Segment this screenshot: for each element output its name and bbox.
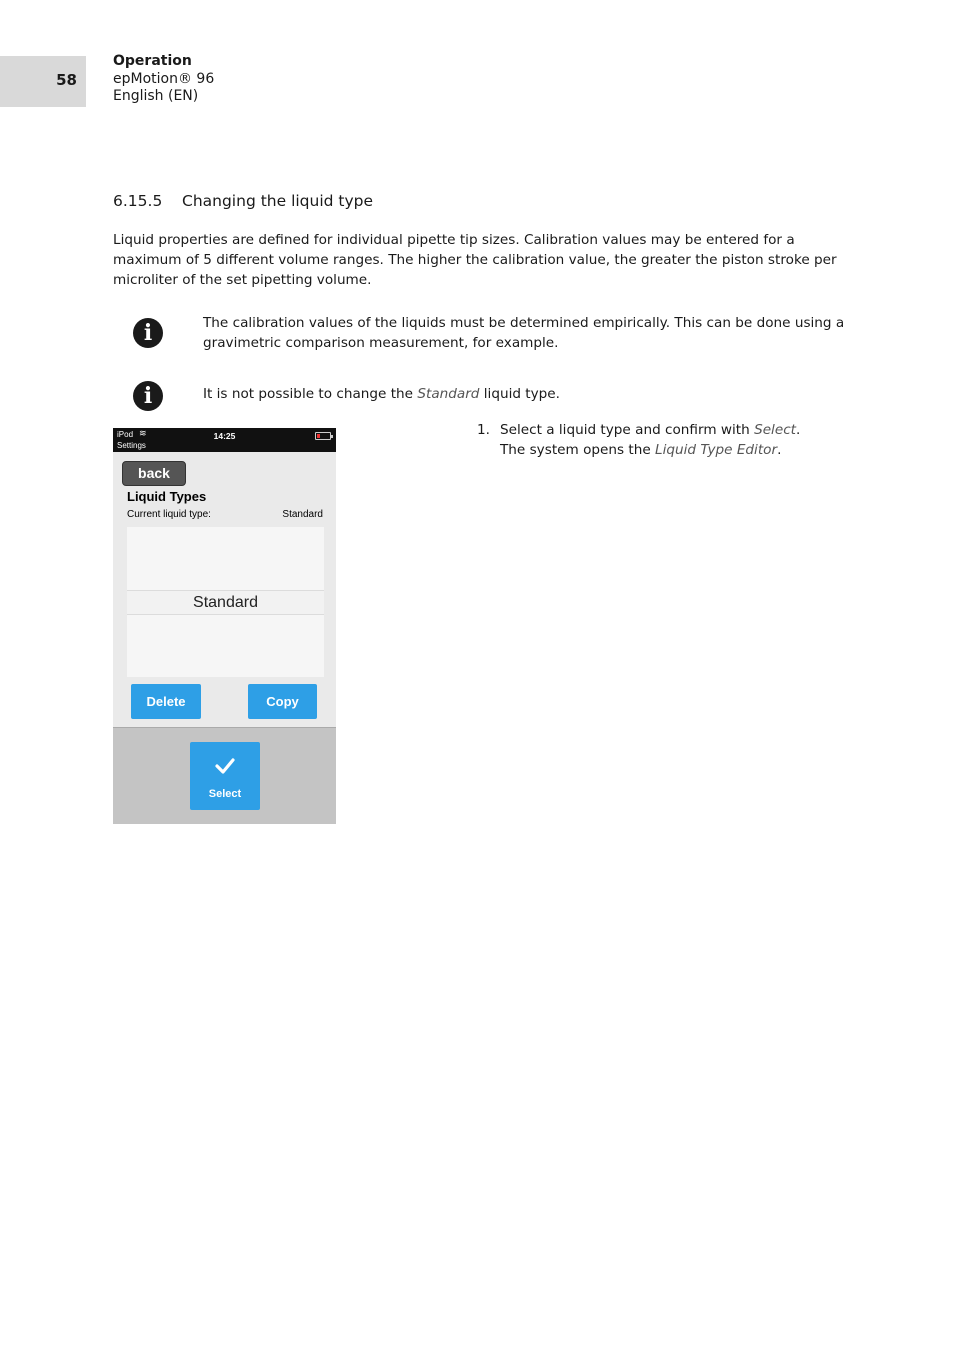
bottom-toolbar — [113, 727, 336, 824]
carrier-label: iPod — [117, 430, 134, 439]
select-button[interactable] — [190, 742, 260, 810]
liquid-type-picker[interactable] — [127, 527, 324, 677]
picker-selected-item[interactable]: Standard — [127, 590, 324, 615]
info-icon: i — [133, 318, 163, 348]
current-liquid-value: Standard — [282, 509, 323, 520]
wifi-icon: ≋ — [139, 428, 147, 438]
copy-button[interactable]: Copy — [248, 684, 317, 719]
note-standard — [113, 380, 853, 412]
step-number: 1. — [477, 422, 490, 438]
app-label: Settings — [117, 441, 146, 450]
status-bar — [113, 428, 336, 452]
note-text: It is not possible to change the Standard liquid type. — [203, 386, 560, 402]
step-text: Select a liquid type and confirm with Select. The system opens the Liquid Type Editor. — [500, 422, 801, 458]
header-language: English (EN) — [113, 88, 199, 104]
header-product: epMotion® 96 — [113, 70, 215, 87]
section-title: Changing the liquid type — [182, 192, 374, 210]
note-calibration — [113, 316, 853, 356]
phone-screenshot — [113, 428, 336, 824]
select-label: Select — [208, 788, 242, 800]
note-text: The calibration values of the liquids must be determined empirically. This can be done using a gravimetric comparison measurement, for example. — [203, 315, 845, 351]
section-number: 6.15.5 — [113, 192, 163, 210]
running-header — [113, 53, 214, 106]
header-section: Operation — [113, 53, 192, 69]
section-heading — [113, 192, 373, 210]
page-number: 58 — [56, 71, 77, 89]
step-1 — [477, 420, 877, 460]
clock: 14:25 — [213, 431, 236, 441]
checkmark-icon — [215, 758, 235, 774]
info-icon: i — [133, 381, 163, 411]
current-liquid-label: Current liquid type: — [127, 509, 211, 520]
screen-title: Liquid Types — [127, 489, 207, 504]
intro-paragraph: Liquid properties are defined for individual pipette tip sizes. Calibration values may be entered for a maximum of 5 different volume ranges. The higher the calibration value, the greater the piston stroke per microliter of the set pipetting volume. — [113, 232, 837, 288]
battery-icon — [315, 432, 331, 440]
back-button[interactable]: back — [122, 461, 186, 486]
delete-button[interactable]: Delete — [131, 684, 201, 719]
